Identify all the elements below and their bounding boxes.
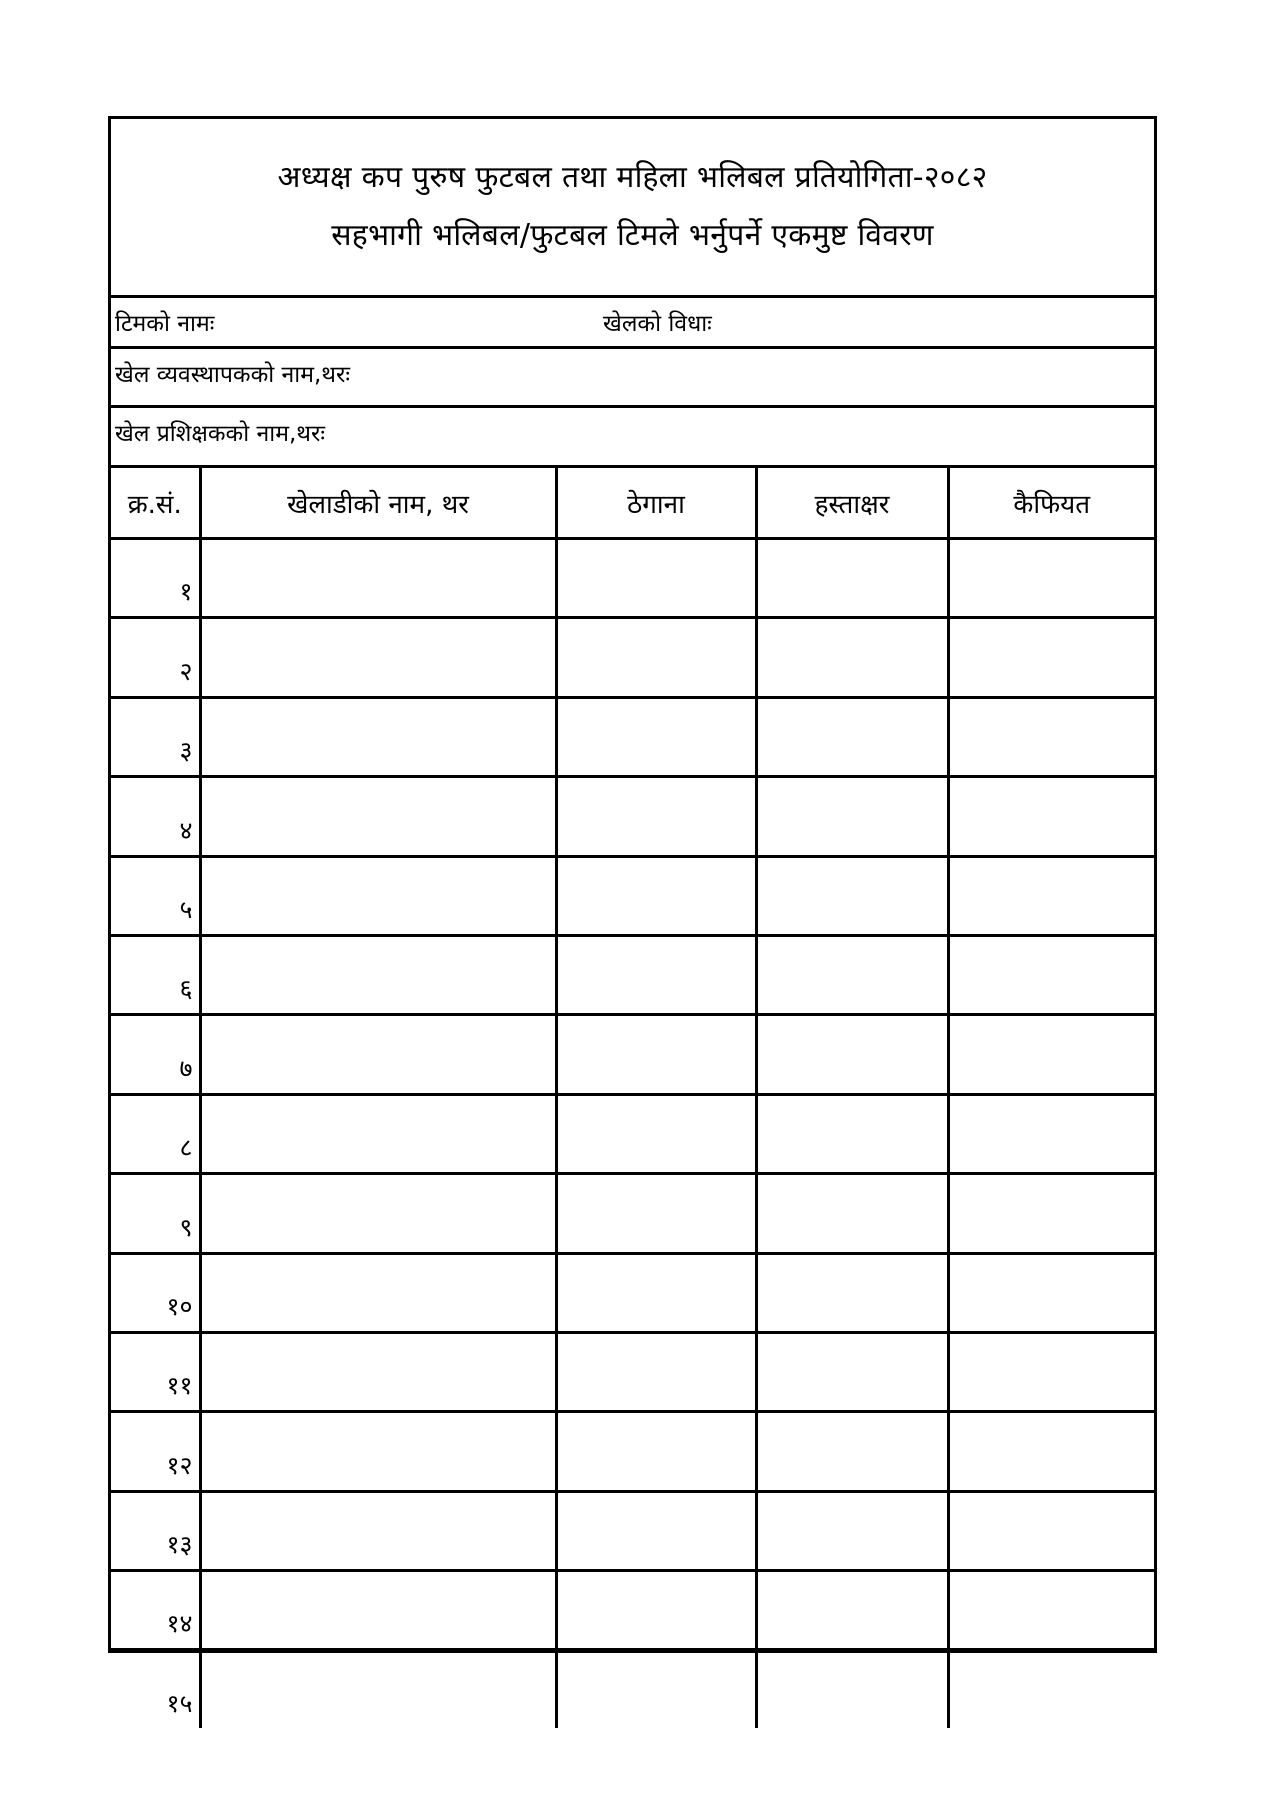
address-cell[interactable] bbox=[556, 618, 756, 697]
signature-cell[interactable] bbox=[756, 1094, 948, 1173]
table-row bbox=[111, 1332, 1154, 1411]
player-table bbox=[111, 468, 1154, 1728]
address-cell[interactable] bbox=[556, 1412, 756, 1491]
player-name-cell[interactable] bbox=[200, 697, 556, 776]
team-name-field[interactable]: टिमको नामः bbox=[115, 311, 215, 337]
form-subtitle: सहभागी भलिबल/फुटबल टिमले भर्नुपर्ने एकमुष्ट विवरण bbox=[331, 218, 934, 253]
team-info-row bbox=[111, 298, 1154, 349]
coach-info-row bbox=[111, 408, 1154, 468]
table-row bbox=[111, 618, 1154, 697]
remarks-cell[interactable] bbox=[948, 1571, 1154, 1650]
signature-cell[interactable] bbox=[756, 1174, 948, 1253]
serial-number-cell: १५ bbox=[111, 1650, 200, 1728]
table-row bbox=[111, 1571, 1154, 1650]
remarks-cell[interactable] bbox=[948, 1491, 1154, 1570]
remarks-cell[interactable] bbox=[948, 1174, 1154, 1253]
address-cell[interactable] bbox=[556, 1491, 756, 1570]
form-title: अध्यक्ष कप पुरुष फुटबल तथा महिला भलिबल प्रतियोगिता-२०८२ bbox=[277, 160, 988, 195]
table-row bbox=[111, 1094, 1154, 1173]
table-row bbox=[111, 1174, 1154, 1253]
remarks-cell[interactable] bbox=[948, 1650, 1154, 1728]
address-cell[interactable] bbox=[556, 1174, 756, 1253]
player-name-cell[interactable] bbox=[200, 1332, 556, 1411]
remarks-cell[interactable] bbox=[948, 935, 1154, 1014]
table-row bbox=[111, 1650, 1154, 1728]
manager-name-field[interactable]: खेल व्यवस्थापकको नाम,थरः bbox=[115, 362, 351, 388]
remarks-cell[interactable] bbox=[948, 1412, 1154, 1491]
serial-number-cell: ६ bbox=[111, 935, 200, 1014]
address-cell[interactable] bbox=[556, 856, 756, 935]
table-row bbox=[111, 1491, 1154, 1570]
serial-number-cell: १३ bbox=[111, 1491, 200, 1570]
header-player-name: खेलाडीको नाम, थर bbox=[200, 468, 556, 539]
header-serial: क्र.सं. bbox=[111, 468, 200, 539]
player-name-cell[interactable] bbox=[200, 1571, 556, 1650]
table-row bbox=[111, 1015, 1154, 1094]
serial-number-cell: ४ bbox=[111, 777, 200, 856]
remarks-cell[interactable] bbox=[948, 618, 1154, 697]
remarks-cell[interactable] bbox=[948, 777, 1154, 856]
signature-cell[interactable] bbox=[756, 618, 948, 697]
signature-cell[interactable] bbox=[756, 777, 948, 856]
title-block bbox=[111, 119, 1154, 298]
player-name-cell[interactable] bbox=[200, 1174, 556, 1253]
player-name-cell[interactable] bbox=[200, 539, 556, 618]
coach-name-field[interactable]: खेल प्रशिक्षकको नाम,थरः bbox=[115, 421, 326, 447]
serial-number-cell: ५ bbox=[111, 856, 200, 935]
remarks-cell[interactable] bbox=[948, 1253, 1154, 1332]
player-name-cell[interactable] bbox=[200, 1412, 556, 1491]
player-name-cell[interactable] bbox=[200, 935, 556, 1014]
player-name-cell[interactable] bbox=[200, 777, 556, 856]
serial-number-cell: ८ bbox=[111, 1094, 200, 1173]
address-cell[interactable] bbox=[556, 1571, 756, 1650]
header-signature: हस्ताक्षर bbox=[756, 468, 948, 539]
address-cell[interactable] bbox=[556, 935, 756, 1014]
serial-number-cell: २ bbox=[111, 618, 200, 697]
address-cell[interactable] bbox=[556, 1015, 756, 1094]
signature-cell[interactable] bbox=[756, 1253, 948, 1332]
signature-cell[interactable] bbox=[756, 1571, 948, 1650]
player-name-cell[interactable] bbox=[200, 1491, 556, 1570]
address-cell[interactable] bbox=[556, 539, 756, 618]
manager-info-row bbox=[111, 349, 1154, 408]
serial-number-cell: ९ bbox=[111, 1174, 200, 1253]
table-row bbox=[111, 935, 1154, 1014]
serial-number-cell: १० bbox=[111, 1253, 200, 1332]
header-address: ठेगाना bbox=[556, 468, 756, 539]
remarks-cell[interactable] bbox=[948, 697, 1154, 776]
serial-number-cell: १ bbox=[111, 539, 200, 618]
player-name-cell[interactable] bbox=[200, 1015, 556, 1094]
remarks-cell[interactable] bbox=[948, 1015, 1154, 1094]
table-row bbox=[111, 1412, 1154, 1491]
address-cell[interactable] bbox=[556, 1094, 756, 1173]
player-name-cell[interactable] bbox=[200, 618, 556, 697]
remarks-cell[interactable] bbox=[948, 1094, 1154, 1173]
serial-number-cell: १४ bbox=[111, 1571, 200, 1650]
address-cell[interactable] bbox=[556, 1650, 756, 1728]
address-cell[interactable] bbox=[556, 1253, 756, 1332]
signature-cell[interactable] bbox=[756, 935, 948, 1014]
signature-cell[interactable] bbox=[756, 1650, 948, 1728]
table-row bbox=[111, 539, 1154, 618]
registration-form bbox=[108, 116, 1157, 1718]
serial-number-cell: ७ bbox=[111, 1015, 200, 1094]
table-row bbox=[111, 856, 1154, 935]
remarks-cell[interactable] bbox=[948, 539, 1154, 618]
signature-cell[interactable] bbox=[756, 1412, 948, 1491]
game-type-field[interactable]: खेलको विधाः bbox=[603, 311, 712, 337]
signature-cell[interactable] bbox=[756, 1491, 948, 1570]
table-row bbox=[111, 697, 1154, 776]
remarks-cell[interactable] bbox=[948, 856, 1154, 935]
signature-cell[interactable] bbox=[756, 1015, 948, 1094]
table-row bbox=[111, 1253, 1154, 1332]
player-name-cell[interactable] bbox=[200, 1094, 556, 1173]
header-remarks: कैफियत bbox=[948, 468, 1154, 539]
address-cell[interactable] bbox=[556, 697, 756, 776]
serial-number-cell: ११ bbox=[111, 1332, 200, 1411]
address-cell[interactable] bbox=[556, 1332, 756, 1411]
signature-cell[interactable] bbox=[756, 1332, 948, 1411]
signature-cell[interactable] bbox=[756, 539, 948, 618]
table-row bbox=[111, 777, 1154, 856]
player-name-cell[interactable] bbox=[200, 1650, 556, 1728]
remarks-cell[interactable] bbox=[948, 1332, 1154, 1411]
signature-cell[interactable] bbox=[756, 697, 948, 776]
player-name-cell[interactable] bbox=[200, 856, 556, 935]
table-header-row bbox=[111, 468, 1154, 539]
signature-cell[interactable] bbox=[756, 856, 948, 935]
address-cell[interactable] bbox=[556, 777, 756, 856]
player-name-cell[interactable] bbox=[200, 1253, 556, 1332]
serial-number-cell: १२ bbox=[111, 1412, 200, 1491]
serial-number-cell: ३ bbox=[111, 697, 200, 776]
